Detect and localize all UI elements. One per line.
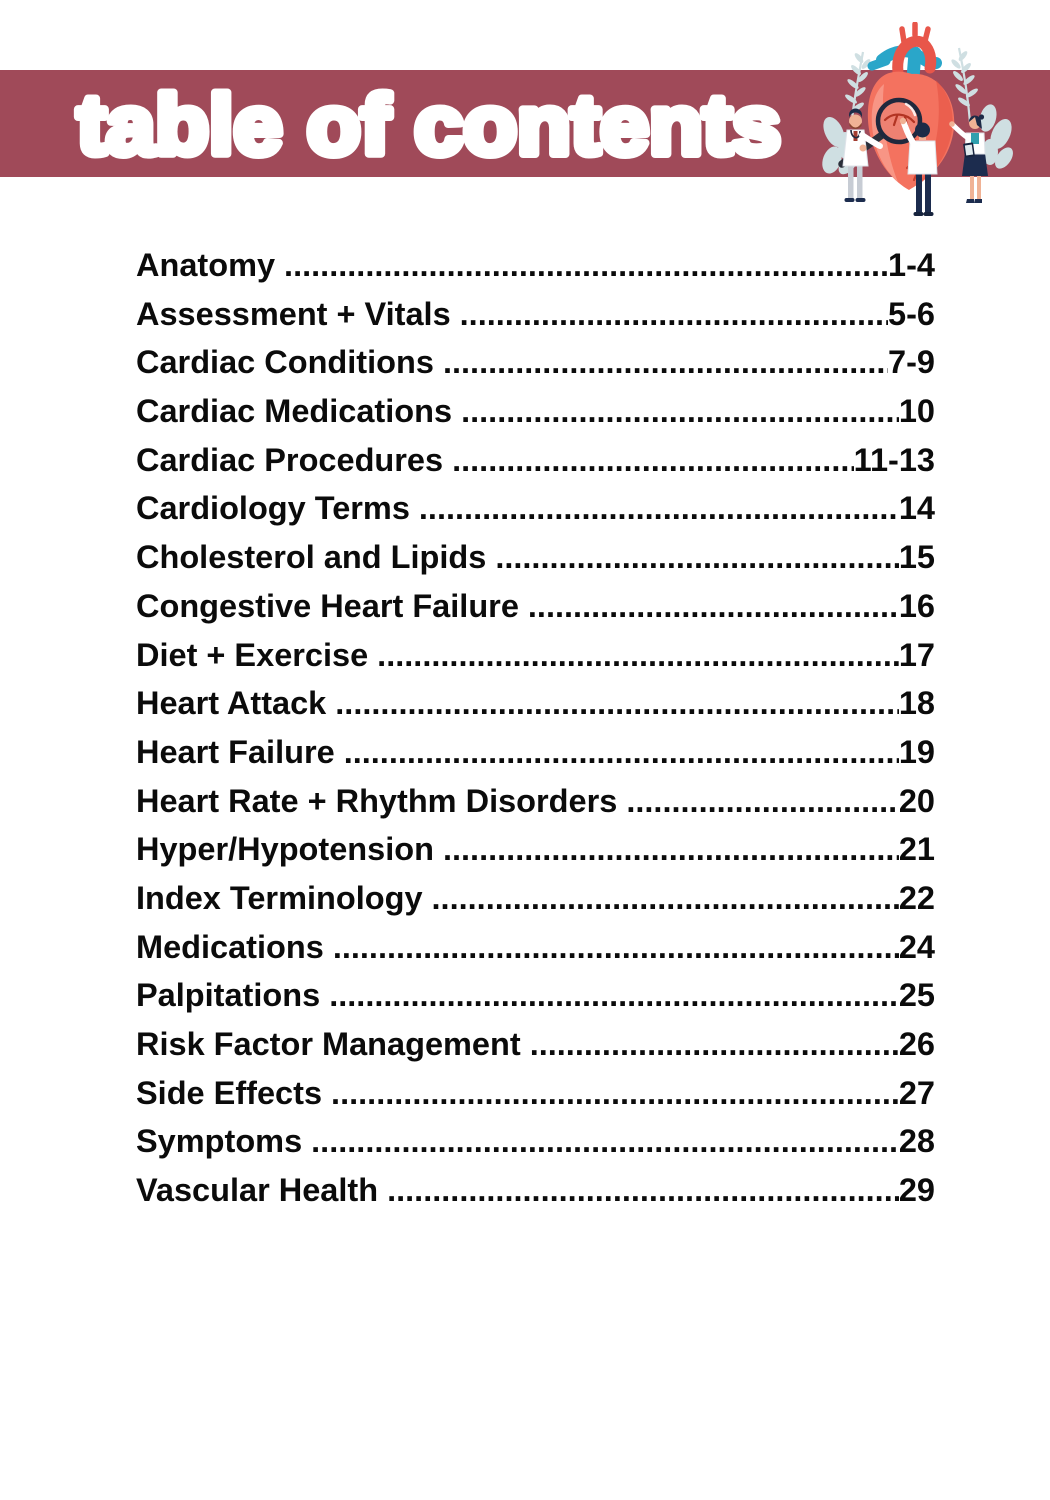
hand xyxy=(900,118,906,124)
toc-entry[interactable] xyxy=(136,1166,935,1215)
toc-leader-dots xyxy=(387,1166,899,1215)
toc-entry[interactable] xyxy=(136,874,935,923)
toc-item-label: Heart Rate + Rhythm Disorders xyxy=(136,782,618,819)
toc-item-label: Assessment + Vitals xyxy=(136,295,451,332)
toc-item-pages: 5-6 xyxy=(888,295,935,332)
toc-leader-dots xyxy=(432,874,899,923)
toc-leader-dots xyxy=(626,777,899,826)
toc-entry[interactable] xyxy=(136,1117,935,1166)
toc-leader-dots xyxy=(311,1117,899,1166)
toc-leader-dots xyxy=(461,387,899,436)
toc-entry[interactable] xyxy=(136,825,935,874)
hand xyxy=(860,145,867,152)
toc-item-label: Heart Failure xyxy=(136,733,335,770)
toc-entry[interactable] xyxy=(136,777,935,826)
toc-item-label: Vascular Health xyxy=(136,1172,379,1209)
toc-entry[interactable] xyxy=(136,1069,935,1118)
toc-entry[interactable] xyxy=(136,1020,935,1069)
toc-item-pages: 20 xyxy=(898,782,935,819)
toc-entry[interactable] xyxy=(136,533,935,582)
toc-entry[interactable] xyxy=(136,631,935,680)
toc-leader-dots xyxy=(344,728,899,777)
toc-item-label: Hyper/Hypotension xyxy=(136,831,434,868)
toc-item-pages: 15 xyxy=(898,539,935,576)
toc-item-pages: 16 xyxy=(898,587,935,624)
toc-item-label: Palpitations xyxy=(136,977,321,1014)
toc-leader-dots xyxy=(495,533,899,582)
toc-item-pages: 21 xyxy=(898,831,935,868)
toc-item-label: Cardiac Medications xyxy=(136,393,453,430)
toc-leader-dots xyxy=(335,679,899,728)
toc-item-label: Symptoms xyxy=(136,1123,303,1160)
toc-item-label: Cardiac Conditions xyxy=(136,344,434,381)
toc-item-pages: 11-13 xyxy=(853,441,935,478)
toc-entry[interactable] xyxy=(136,582,935,631)
toc-leader-dots xyxy=(528,582,899,631)
toc-leader-dots xyxy=(530,1020,899,1069)
toc-entry[interactable] xyxy=(136,338,935,387)
toc-leader-dots xyxy=(419,484,899,533)
toc-item-label: Cardiology Terms xyxy=(136,490,410,527)
hand xyxy=(949,121,955,127)
table-of-contents-list xyxy=(136,241,935,1215)
page-title xyxy=(73,70,813,177)
toc-item-label: Heart Attack xyxy=(136,685,327,722)
toc-leader-dots xyxy=(452,436,854,485)
toc-item-pages: 22 xyxy=(898,879,935,916)
toc-entry[interactable] xyxy=(136,290,935,339)
toc-leader-dots xyxy=(443,338,888,387)
toc-item-pages: 7-9 xyxy=(888,344,935,381)
heart-examination-illustration xyxy=(818,22,1014,236)
toc-leader-dots xyxy=(329,971,899,1020)
toc-item-label: Anatomy xyxy=(136,247,276,283)
toc-item-label: Risk Factor Management xyxy=(136,1026,521,1062)
toc-item-label: Cholesterol and Lipids xyxy=(136,539,487,576)
toc-entry[interactable] xyxy=(136,971,935,1020)
toc-entry[interactable] xyxy=(136,728,935,777)
page-title-text: table of contents xyxy=(77,78,782,172)
toc-entry[interactable] xyxy=(136,923,935,972)
toc-item-label: Congestive Heart Failure xyxy=(136,587,519,624)
toc-item-label: Medications xyxy=(136,928,324,965)
toc-item-pages: 28 xyxy=(898,1123,935,1160)
toc-item-pages: 29 xyxy=(898,1172,935,1209)
toc-item-pages: 17 xyxy=(898,636,935,673)
toc-item-pages: 27 xyxy=(898,1074,935,1111)
toc-entry[interactable] xyxy=(136,387,935,436)
toc-item-pages: 25 xyxy=(898,977,935,1014)
toc-item-pages: 24 xyxy=(898,928,935,965)
toc-item-pages: 10 xyxy=(898,393,935,430)
toc-leader-dots xyxy=(460,290,888,339)
toc-entry[interactable] xyxy=(136,241,935,290)
toc-item-label: Diet + Exercise xyxy=(136,636,369,673)
toc-item-pages: 19 xyxy=(898,733,935,770)
toc-leader-dots xyxy=(284,241,888,290)
toc-item-pages: 1-4 xyxy=(888,247,935,283)
toc-leader-dots xyxy=(377,631,899,680)
toc-item-label: Cardiac Procedures xyxy=(136,441,444,478)
toc-entry[interactable] xyxy=(136,436,935,485)
head xyxy=(915,123,930,138)
toc-item-label: Index Terminology xyxy=(136,879,423,916)
toc-entry[interactable] xyxy=(136,679,935,728)
toc-item-pages: 14 xyxy=(898,490,935,527)
toc-leader-dots xyxy=(443,825,899,874)
teal-top xyxy=(971,133,979,144)
toc-item-label: Side Effects xyxy=(136,1074,323,1111)
toc-item-pages: 18 xyxy=(898,685,935,722)
toc-leader-dots xyxy=(331,1069,899,1118)
toc-leader-dots xyxy=(333,923,899,972)
toc-entry[interactable] xyxy=(136,484,935,533)
toc-item-pages: 26 xyxy=(898,1026,935,1062)
clipboard xyxy=(963,142,975,157)
